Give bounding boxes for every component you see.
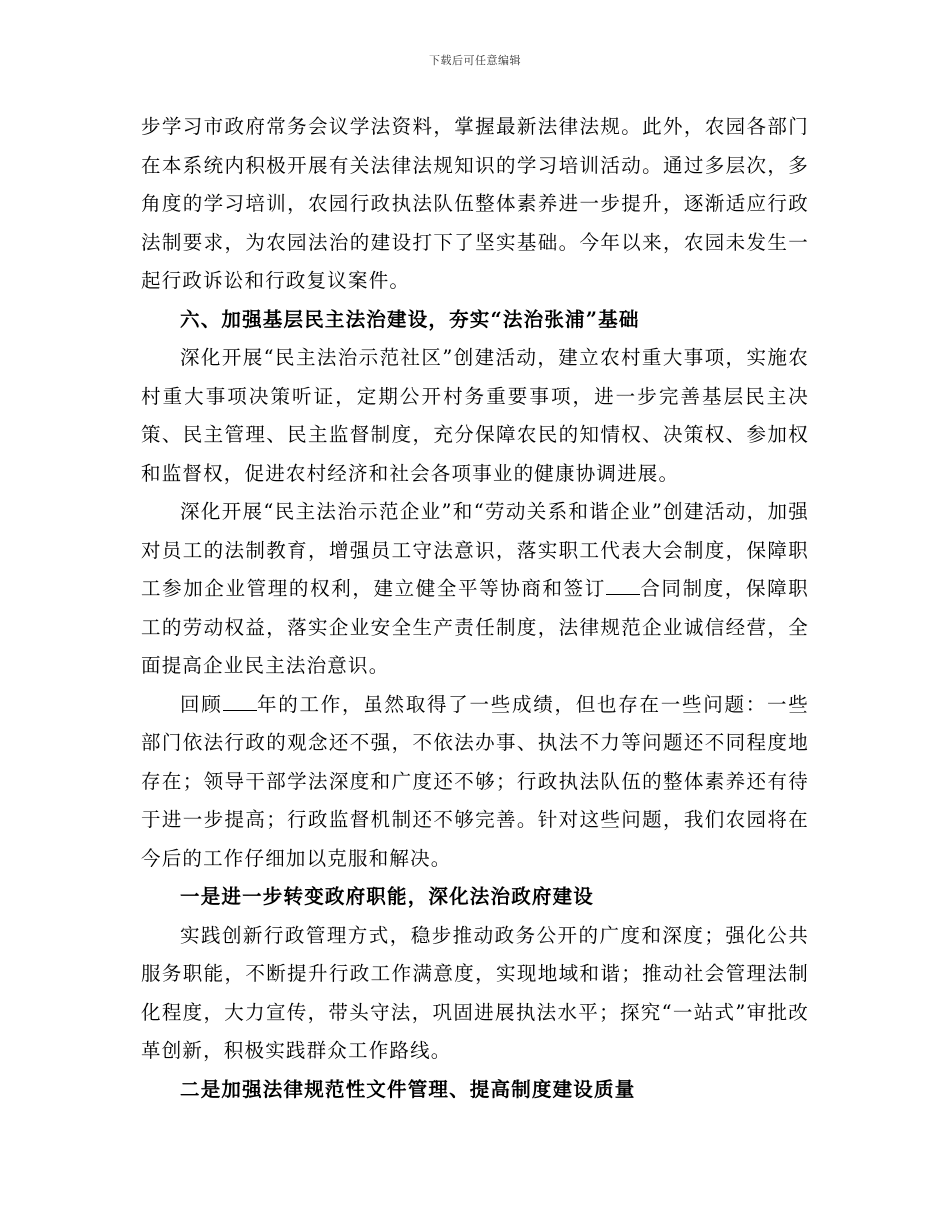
paragraph-text: 深化开展“民主法治示范企业”和“劳动关系和谐企业”创建活动，加强对员工的法制教育，增强员工守法意识，落实职工代表大会制度，保障职工参加企业管理的权利，建立健全平等协商和签订 xyxy=(141,500,809,600)
paragraph-review xyxy=(141,686,809,879)
paragraph-text: 年的工作，虽然取得了一些成绩，但也存在一些问题：一些部门依法行政的观念还不强，不依法办事、执法不力等问题还不同程度地存在；领导干部学法深度和广度还不够；行政执法队伍的整体素养还有待于进一步提高；行政监督机制还不够完善。针对这些问题，我们农园将在今后的工作仔细加以克服和解决。 xyxy=(141,692,809,870)
paragraph-democracy-community: 深化开展“民主法治示范社区”创建活动，建立农村重大事项，实施农村重大事项决策听证，定期公开村务重要事项，进一步完善基层民主决策、民主管理、民主监督制度，充分保障农民的知情权、决策权、参加权和监督权，促进农村经济和社会各项事业的健康协调进展。 xyxy=(141,346,809,485)
paragraph-admin-innovation: 实践创新行政管理方式，稳步推动政务公开的广度和深度；强化公共服务职能，不断提升行政工作满意度，实现地域和谐；推动社会管理法制化程度，大力宣传，带头守法，巩固进展执法水平；探究“一站式”审批改革创新，积极实践群众工作路线。 xyxy=(141,923,809,1062)
blank-underline xyxy=(223,690,257,711)
sub-heading-two: 二是加强法律规范性文件管理、提高制度建设质量 xyxy=(180,1077,636,1101)
blank-underline xyxy=(606,575,640,596)
section-heading-six: 六、加强基层民主法治建设，夯实“法治张浦”基础 xyxy=(180,307,640,331)
page-header: 下载后可任意编辑 xyxy=(429,54,521,67)
paragraph-text: 回顾 xyxy=(180,692,223,716)
paragraph-continuation: 步学习市政府常务会议学法资料，掌握最新法律法规。此外，农园各部门在本系统内积极开展有关法律法规知识的学习培训活动。通过多层次，多角度的学习培训，农园行政执法队伍整体素养进一步提升，逐渐适应行政法制要求，为农园法治的建设打下了坚实基础。今年以来，农园未发生一起行政诉讼和行政复议案件。 xyxy=(141,115,809,292)
sub-heading-one: 一是进一步转变政府职能，深化法治政府建设 xyxy=(180,885,595,908)
paragraph-text: 合同制度，保障职工的劳动权益，落实企业安全生产责任制度，法律规范企业诚信经营，全面提高企业民主法治意识。 xyxy=(141,577,809,677)
paragraph-democracy-enterprise xyxy=(141,493,809,686)
document-body xyxy=(141,108,809,1109)
